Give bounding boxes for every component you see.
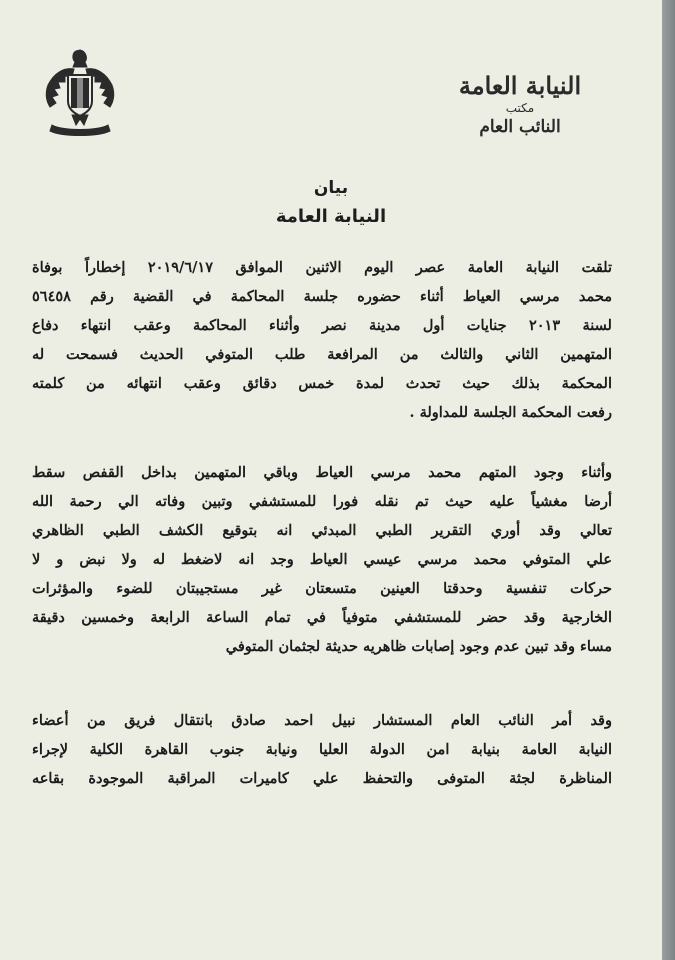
letterhead-org: النيابة العامة (458, 71, 582, 100)
letterhead-office: النائب العام (479, 117, 561, 137)
paragraph-line: تعالي وقد أوري التقرير الطبي المبدئي انه بتوقيع الكشف الطبي الظاهري (32, 522, 612, 539)
paragraph-line: حركات تنفسية وحدقتا العينين متسعتان غير مستجيبتان للضوء والمؤثرات (32, 580, 612, 597)
paragraph-line: المتهمين الثاني والثالث من المرافعة طلب المتوفي الحديث فسمحت له (32, 346, 612, 363)
paragraph-line: مساء وقد تبين عدم وجود إصابات ظاهريه حديثة لجثمان المتوفي (225, 638, 612, 655)
page-edge (662, 0, 675, 960)
paragraph-1 (32, 253, 612, 427)
paragraph-line: المحكمة بذلك حيث تحدث لمدة خمس دقائق وعقب انتهائه من كلمته (32, 375, 612, 392)
letterhead (430, 70, 610, 138)
paragraph-line: لسنة ٢٠١٣ جنايات أول مدينة نصر وأثناء المحاكمة وعقب انتهاء دفاع (32, 317, 612, 334)
paragraph-line: تلقت النيابة العامة عصر اليوم الاثنين الموافق ٢٠١٩/٦/١٧ إخطاراً بوفاة (32, 259, 612, 276)
eagle-emblem-icon (38, 45, 122, 137)
paragraph-line: النيابة العامة بنيابة امن الدولة العليا ونيابة جنوب القاهرة الكلية لإجراء (32, 741, 612, 758)
paragraph-line: أرضا مغشياً عليه حيث تم نقله فورا للمستشفي وتبين وفاته الي رحمة الله (32, 493, 612, 510)
paragraph-3 (32, 706, 612, 793)
paragraph-line: علي المتوفي محمد مرسي عيسي العياط وجد انه لاضغط له ولا نبض و لا (32, 551, 612, 568)
paragraph-line: رفعت المحكمة الجلسة للمداولة . (409, 404, 612, 421)
paragraph-line: المناظرة لجثة المتوفى والتحفظ علي كاميرات المراقبة الموجودة بقاعه (32, 770, 612, 787)
statement-title: بيان (313, 178, 349, 198)
paragraph-line: الخارجية وقد حضر للمستشفي متوفياً في تمام الساعة الرابعة وخمسين دقيقة (32, 609, 612, 626)
paragraph-2 (32, 458, 612, 661)
paragraph-line: وأثناء وجود المتهم محمد مرسي العياط وباقي المتهمين بداخل القفص سقط (32, 464, 612, 481)
statement-issuer: النيابة العامة (275, 206, 387, 227)
paragraph-line: وقد أمر النائب العام المستشار نبيل احمد صادق بانتقال فريق من أعضاء (32, 712, 612, 729)
paragraph-line: محمد مرسي العياط أثناء حضوره جلسة المحاكمة في القضية رقم ٥٦٤٥٨ (32, 288, 612, 305)
letterhead-office-label: مكتب (505, 101, 535, 115)
